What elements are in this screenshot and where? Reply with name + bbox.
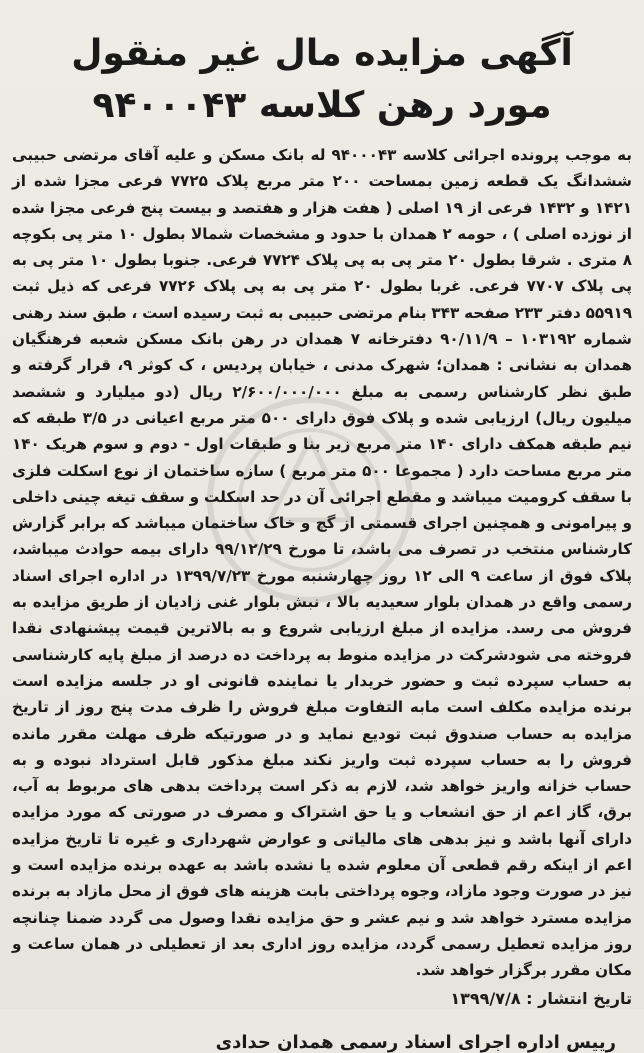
notice-title: آگهی مزایده مال غیر منقول	[71, 33, 573, 74]
notice-body: به موجب پرونده اجرائی کلاسه ۹۴۰۰۰۴۳ له بانک مسکن و علیه آقای مرتضی حبیبی ششدانگ یک قطعه زمین بمساحت ۲۰۰ متر مربع پلاک ۷۷۲۵ فرعی مجزا شده از ۱۴۲۱ و ۱۴۳۲ فرعی از ۱۹ اصلی ( هفت هزار و هفتصد و بیست پنج فرعی مجزا شده از نوزده اصلی ) ، حومه ۲ همدان با حدود و مشخصات شمالا بطول ۱۰ متر پی بکوچه ۸ متری . شرقا بطول ۲۰ متر پی به پی پلاک ۷۷۲۴ فرعی. جنوبا بطول ۱۰ متر پی به پی پلاک ۷۷۰۷ فرعی. غربا بطول ۲۰ متر پی به پی پلاک ۷۷۲۶ فرعی که ذیل ثبت ۵۵۹۱۹ دفتر ۲۳۳ صفحه ۳۴۳ بنام مرتضی حبیبی به ثبت رسیده است ، طبق سند رهنی شماره ۱۰۳۱۹۲ – ۹۰/۱۱/۹ دفترخانه ۷ همدان در رهن بانک مسکن شعبه فرهنگیان همدان به نشانی : همدان؛ شهرک مدنی ، خیابان پردیس ، ک کوثر ۹، قرار گرفته و طبق نظر کارشناس رسمی به مبلغ ۲/۶۰۰/۰۰۰/۰۰۰ ریال (دو میلیارد و ششصد میلیون ریال) ارزیابی شده و پلاک فوق دارای ۵۰۰ متر مربع اعیانی در ۳/۵ طبقه که نیم طبقه همکف دارای ۱۴۰ متر مربع زیر بنا و طبقات اول - دوم و سوم هریک ۱۴۰ متر مربع مساحت دارد ( مجموعا ۵۰۰ متر مربع ) سازه ساختمان از نوع اسکلت فلزی با سقف کرومیت میباشد و مقطع اجرائی آن در حد اسکلت و سقف تیغه چینی داخلی و پیرامونی و همچنین اجرای قسمتی از گچ و خاک ساختمان میباشد که برابر گزارش کارشناس منتخب در تصرف می باشد، تا مورخ ۹۹/۱۲/۲۹ دارای بیمه حوادث میباشد، پلاک فوق از ساعت ۹ الی ۱۲ روز چهارشنبه مورخ ۱۳۹۹/۷/۲۳ در اداره اجرای اسناد رسمی واقع در همدان بلوار سعیدیه بالا ، نبش بلوار غنی زادیان از طریق مزایده به فروش می رسد. مزایده از مبلغ ارزیابی شروع و به بالاترین قیمت پیشنهادی نقدا فروخته می شودشرکت در مزایده منوط به پرداخت ده درصد از مبلغ پایه کارشناسی به حساب سپرده ثبت و حضور خریدار یا نماینده قانونی او در جلسه مزایده است برنده مزایده مکلف است مابه التفاوت مبلغ فروش را ظرف مدت پنج روز از تاریخ مزایده به حساب صندوق ثبت تودیع نماید و در صورتیکه ظرف مهلت مقرر مانده فروش را به حساب سپرده ثبت واریز نکند مبلغ مذکور قابل استرداد نبوده و به حساب خزانه واریز خواهد شد، لازم به ذکر است پرداخت بدهی های مربوط به آب، برق، گاز اعم از حق انشعاب و یا حق اشتراک و مصرف در صورتی که مورد مزایده دارای آنها باشد و نیز بدهی های مالیاتی و عوارض شهرداری و غیره تا تاریخ مزایده اعم از اینکه رقم قطعی آن معلوم شده یا نشده باشد به عهده برنده مزایده است و نیز در صورت وجود مازاد، وجوه پرداختی بابت هزینه های فوق از محل مازاد به برنده مزایده مسترد خواهد شد و نیم عشر و حق مزایده نقدا وصول می گردد ضمنا چنانچه روز مزایده تعطیل رسمی گردد، مزایده روز اداری بعد از تعطیلی در همان ساعت و مکان مقرر برگزار خواهد شد.	[12, 146, 633, 980]
publication-date: تاریخ انتشار : ۱۳۹۹/۷/۸	[450, 988, 632, 1008]
notice-case-number: مورد رهن کلاسه ۹۴۰۰۰۴۳	[92, 85, 552, 126]
signature: رییس اداره اجرای اسناد رسمی همدان حدادی	[215, 1031, 616, 1053]
